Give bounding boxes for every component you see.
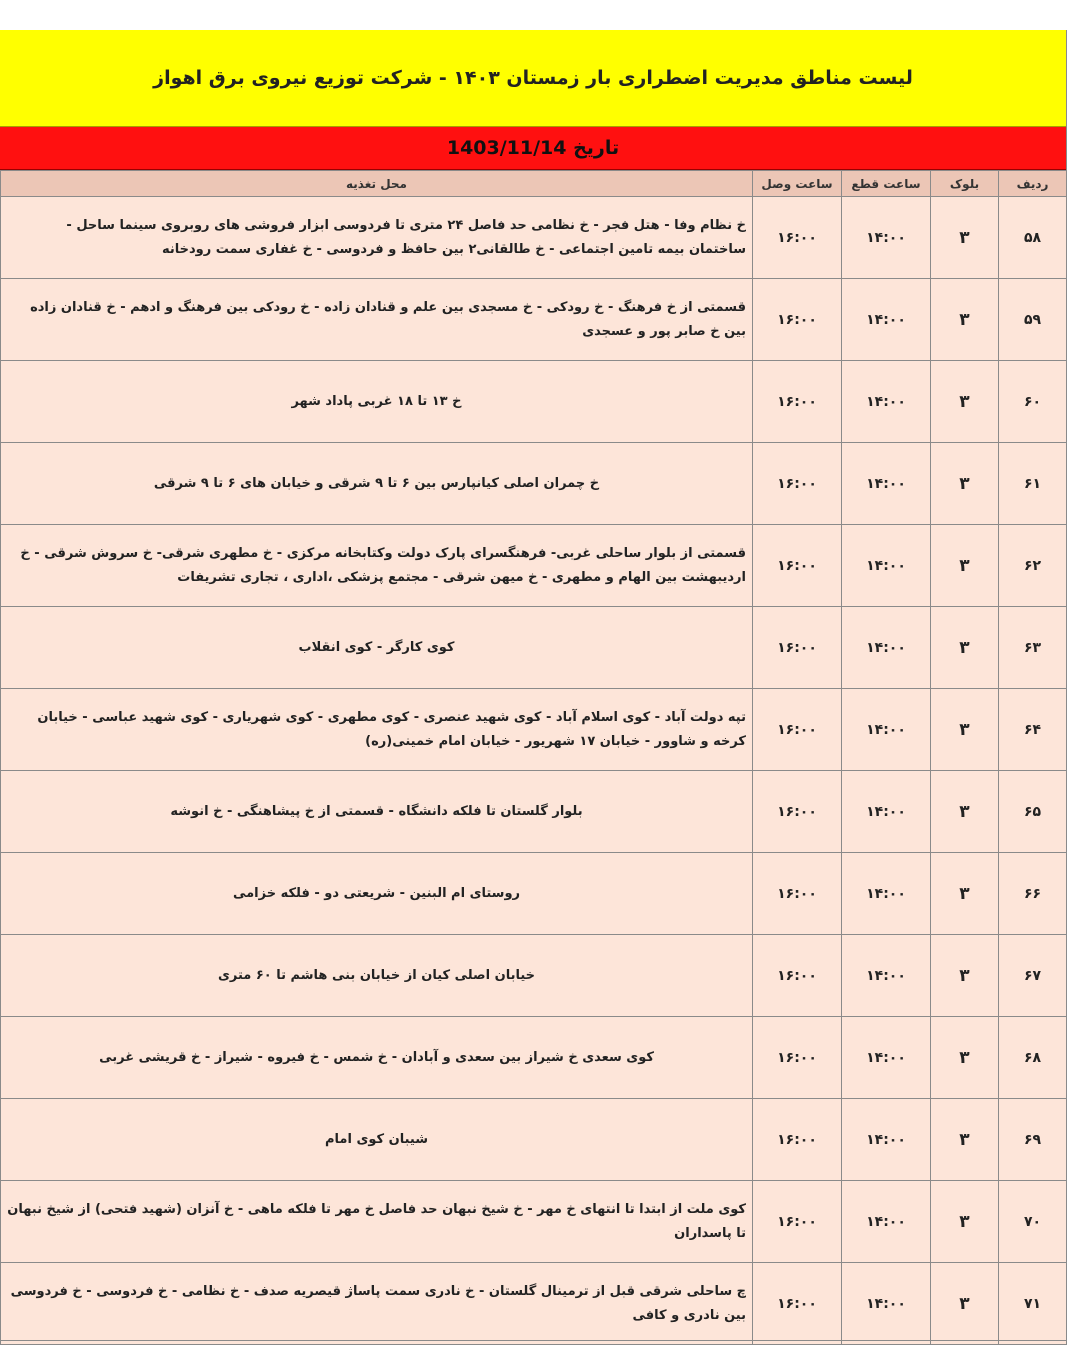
row-number-cell: ۶۷ [999, 935, 1067, 1017]
location-cell: قسمتی از بلوار ساحلی غربی- فرهنگسرای پارک دولت وکتابخانه مرکزی - خ مطهری شرقی- خ سروش شرقی - خ اردیبهشت بین الهام و مطهری - خ میهن شرقی - مجتمع پزشکی ،اداری ، تجاری تشریفات [1, 525, 753, 607]
connect-time-cell: ۱۶:۰۰ [753, 853, 842, 935]
location-cell: خ نظام وفا - هتل فجر - خ نظامی حد فاصل ۲۴ متری تا فردوسی ابزار فروشی های روبروی سینما ساحل - ساختمان بیمه تامین اجتماعی - خ طالقانی۲ بین حافظ و فردوسی - خ غفاری سمت رودخانه [1, 197, 753, 279]
column-header-connect-time: ساعت وصل [753, 171, 842, 197]
table-row [1, 1099, 1067, 1181]
location-cell: کوی سعدی خ شیراز بین سعدی و آبادان - خ شمس - خ فیروه - شیراز - خ قریشی غربی [1, 1017, 753, 1099]
location-cell: خ ۱۳ تا ۱۸ غربی پاداد شهر [1, 361, 753, 443]
row-number-cell: ۶۶ [999, 853, 1067, 935]
power-outage-sheet [0, 30, 1067, 1345]
column-header-location: محل تغذیه [1, 171, 753, 197]
location-cell: چ ساحلی شرقی قبل از ترمینال گلستان - خ نادری سمت پاساژ قیصریه صدف - خ نظامی - خ فردوسی - خ فردوسی بین نادری و کافی [1, 1263, 753, 1345]
connect-time-cell: ۱۶:۰۰ [753, 689, 842, 771]
location-cell: بلوار گلستان تا فلکه دانشگاه - قسمتی از خ پیشاهنگی - خ انوشه [1, 771, 753, 853]
table-row [1, 443, 1067, 525]
table-row [1, 361, 1067, 443]
row-number-cell: ۶۵ [999, 771, 1067, 853]
connect-time-cell: ۱۶:۰۰ [753, 771, 842, 853]
block-cell: ۳ [931, 853, 999, 935]
block-cell: ۳ [931, 279, 999, 361]
row-number-cell: ۶۸ [999, 1017, 1067, 1099]
cut-time-cell: ۱۴:۰۰ [842, 853, 931, 935]
connect-time-cell: ۱۶:۰۰ [753, 1099, 842, 1181]
cut-time-cell: ۱۴:۰۰ [842, 525, 931, 607]
table-header-row [1, 171, 1067, 197]
location-cell: شیبان کوی امام [1, 1099, 753, 1181]
connect-time-cell: ۱۶:۰۰ [753, 1017, 842, 1099]
cut-time-cell: ۱۴:۰۰ [842, 1263, 931, 1345]
block-cell: ۳ [931, 361, 999, 443]
row-number-cell: ۵۹ [999, 279, 1067, 361]
table-bottom-border [0, 1340, 1066, 1341]
location-cell: کوی کارگر - کوی انقلاب [1, 607, 753, 689]
table-row [1, 689, 1067, 771]
cut-time-cell: ۱۴:۰۰ [842, 607, 931, 689]
cut-time-cell: ۱۴:۰۰ [842, 1017, 931, 1099]
cut-time-cell: ۱۴:۰۰ [842, 443, 931, 525]
location-cell: تپه دولت آباد - کوی اسلام آباد - کوی شهید عنصری - کوی مطهری - کوی شهریاری - کوی شهید عباسی - خیابان کرخه و شاوور - خیابان ۱۷ شهریور - خیابان امام خمینی(ره) [1, 689, 753, 771]
table-row [1, 197, 1067, 279]
table-row [1, 1263, 1067, 1345]
table-body [1, 197, 1067, 1345]
location-cell: قسمتی از خ فرهنگ - خ رودکی - خ مسجدی بین علم و قنادان زاده - خ رودکی بین فرهنگ و ادهم - خ قنادان زاده بین خ صابر پور و عسجدی [1, 279, 753, 361]
column-header-row-number: ردیف [999, 171, 1067, 197]
cut-time-cell: ۱۴:۰۰ [842, 935, 931, 1017]
date-label: تاریخ 1403/11/14 [446, 137, 620, 159]
table-row [1, 1017, 1067, 1099]
location-cell: روستای ام البنین - شریعتی دو - فلکه خزامی [1, 853, 753, 935]
connect-time-cell: ۱۶:۰۰ [753, 607, 842, 689]
table-row [1, 853, 1067, 935]
page-title: لیست مناطق مدیریت اضطراری بار زمستان ۱۴۰۳ - شرکت توزیع نیروی برق اهواز [153, 67, 913, 89]
row-number-cell: ۷۱ [999, 1263, 1067, 1345]
table-row [1, 935, 1067, 1017]
cut-time-cell: ۱۴:۰۰ [842, 279, 931, 361]
block-cell: ۳ [931, 443, 999, 525]
table-row [1, 1181, 1067, 1263]
table-row [1, 279, 1067, 361]
block-cell: ۳ [931, 1099, 999, 1181]
block-cell: ۳ [931, 1017, 999, 1099]
connect-time-cell: ۱۶:۰۰ [753, 1181, 842, 1263]
cut-time-cell: ۱۴:۰۰ [842, 197, 931, 279]
cut-time-cell: ۱۴:۰۰ [842, 689, 931, 771]
row-number-cell: ۶۰ [999, 361, 1067, 443]
table-row [1, 771, 1067, 853]
block-cell: ۳ [931, 935, 999, 1017]
connect-time-cell: ۱۶:۰۰ [753, 279, 842, 361]
date-banner [0, 127, 1066, 170]
location-cell: خیابان اصلی کیان از خیابان بنی هاشم تا ۶۰ متری [1, 935, 753, 1017]
row-number-cell: ۶۴ [999, 689, 1067, 771]
block-cell: ۳ [931, 1181, 999, 1263]
table-row [1, 607, 1067, 689]
table-row [1, 525, 1067, 607]
connect-time-cell: ۱۶:۰۰ [753, 361, 842, 443]
location-cell: کوی ملت از ابتدا تا انتهای خ مهر - خ شیخ نبهان حد فاصل خ مهر تا فلکه ماهی - خ آنزان (شهید فتحی) از شیخ نبهان تا پاسداران [1, 1181, 753, 1263]
column-header-cut-time: ساعت قطع [842, 171, 931, 197]
row-number-cell: ۶۱ [999, 443, 1067, 525]
title-banner [0, 30, 1066, 127]
cut-time-cell: ۱۴:۰۰ [842, 1181, 931, 1263]
cut-time-cell: ۱۴:۰۰ [842, 361, 931, 443]
block-cell: ۳ [931, 689, 999, 771]
connect-time-cell: ۱۶:۰۰ [753, 1263, 842, 1345]
connect-time-cell: ۱۶:۰۰ [753, 935, 842, 1017]
column-header-block: بلوک [931, 171, 999, 197]
connect-time-cell: ۱۶:۰۰ [753, 525, 842, 607]
row-number-cell: ۷۰ [999, 1181, 1067, 1263]
block-cell: ۳ [931, 525, 999, 607]
block-cell: ۳ [931, 607, 999, 689]
cut-time-cell: ۱۴:۰۰ [842, 1099, 931, 1181]
block-cell: ۳ [931, 771, 999, 853]
row-number-cell: ۶۹ [999, 1099, 1067, 1181]
row-number-cell: ۶۲ [999, 525, 1067, 607]
cut-time-cell: ۱۴:۰۰ [842, 771, 931, 853]
block-cell: ۳ [931, 1263, 999, 1345]
row-number-cell: ۵۸ [999, 197, 1067, 279]
outage-schedule-table [0, 170, 1067, 1345]
location-cell: خ چمران اصلی کیانپارس بین ۶ تا ۹ شرقی و خیابان های ۶ تا ۹ شرقی [1, 443, 753, 525]
block-cell: ۳ [931, 197, 999, 279]
connect-time-cell: ۱۶:۰۰ [753, 443, 842, 525]
row-number-cell: ۶۳ [999, 607, 1067, 689]
connect-time-cell: ۱۶:۰۰ [753, 197, 842, 279]
